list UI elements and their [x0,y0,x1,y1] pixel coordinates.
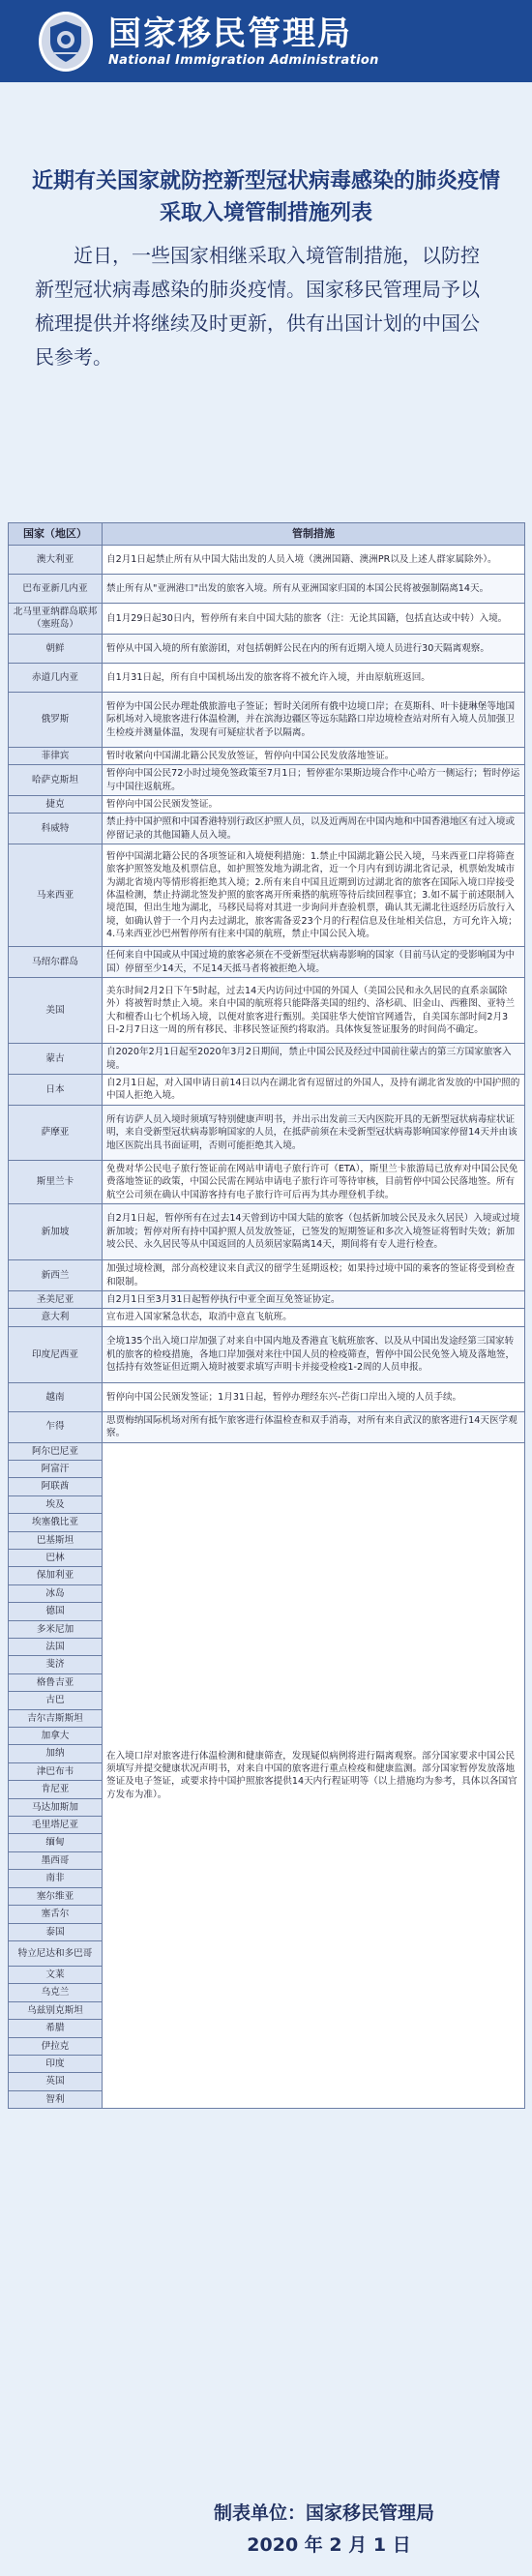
table-row [9,663,525,692]
table-row [9,978,525,1044]
document-title-line1: 近期有关国家就防控新型冠状病毒感染的肺炎疫情 [31,169,500,193]
country-cell: 日本 [9,1075,103,1106]
measure-cell: 加强过境检测，部分高校建议来自武汉的留学生延期返校；如果持过境中国的乘客的签证将受到检查和限制。 [103,1260,525,1291]
country-cell: 新西兰 [9,1260,103,1291]
country-cell: 希腊 [9,2020,103,2037]
measure-cell: 自2月1日起，暂停所有在过去14天曾到访中国大陆的旅客（包括新加坡公民及永久居民）入境或过境新加坡；暂停对所有持中国护照人员发放签证，已签发的短期签证和多次入境签证将暂时失效；新加坡公民、永久居民等从中国返回的人员须居家隔离14天，期间将有专人进行检查。 [103,1204,525,1260]
country-cell: 法国 [9,1639,103,1656]
country-cell: 巴林 [9,1549,103,1566]
country-cell: 马来西亚 [9,844,103,947]
measure-cell: 所有访萨人员入境时须填写特别健康声明书，并出示出发前三天内医院开具的无新型冠状病毒症状证明，来自受新型冠状病毒影响国家的人员，在抵萨前须在未受新型冠状病毒影响国家停留14天并由该地区医院出具书面证明，否则可能拒绝其入境。 [103,1105,525,1160]
org-name-cn: 国家移民管理局 [108,14,352,53]
header-measures: 管制措施 [103,523,525,546]
country-cell: 菲律宾 [9,747,103,764]
table-row [9,947,525,978]
country-cell: 加拿大 [9,1728,103,1745]
table-row [9,1105,525,1160]
country-cell: 智利 [9,2090,103,2108]
country-cell: 塞舌尔 [9,1906,103,1923]
measure-cell: 禁止所有从"亚洲港口"出发的旅客入境。所有从亚洲国家归国的本国公民将被强制隔离14天。 [103,575,525,604]
country-cell: 古巴 [9,1692,103,1709]
measure-cell: 暂停为中国公民办理赴俄旅游电子签证；暂时关闭所有俄中边境口岸；在莫斯科、叶卡捷琳堡等地国际机场对入境旅客进行体温检测，并在滨海边疆区等远东陆路口岸边境检查站对所有入境人员加强卫生检疫并测量体温，发现有可疑症状者予以隔离。 [103,692,525,747]
table-row [9,1044,525,1075]
country-cell: 肯尼亚 [9,1781,103,1798]
country-cell: 新加坡 [9,1204,103,1260]
country-cell: 马达加斯加 [9,1798,103,1816]
country-cell: 斐济 [9,1656,103,1673]
table-row [9,1411,525,1442]
country-cell: 埃及 [9,1495,103,1513]
measure-cell: 自2月1日至3月31日起暂停执行中亚全面互免签证协定。 [103,1290,525,1308]
country-cell: 越南 [9,1382,103,1411]
country-cell: 塞尔维亚 [9,1887,103,1905]
country-cell: 斯里兰卡 [9,1160,103,1203]
country-cell: 特立尼达和多巴哥 [9,1940,103,1966]
table-row [9,1290,525,1308]
country-cell: 阿联酋 [9,1478,103,1495]
measure-cell: 暂时收紧向中国湖北籍公民发放签证，暂停向中国公民发放落地签证。 [103,747,525,764]
measure-cell: 暂停向中国公民颁发签证；1月31日起，暂停办理经东兴-芒街口岸出入境的人员手续。 [103,1382,525,1411]
country-cell: 意大利 [9,1309,103,1326]
country-cell: 加纳 [9,1745,103,1762]
table-row [9,692,525,747]
country-cell: 乍得 [9,1411,103,1442]
country-cell: 巴基斯坦 [9,1531,103,1549]
country-cell: 多米尼加 [9,1620,103,1638]
country-cell: 哈萨克斯坦 [9,765,103,796]
measure-cell: 宣布进入国家紧急状态，取消中意直飞航班。 [103,1309,525,1326]
table-row [9,796,525,814]
measures-table-wrapper [8,522,524,2109]
table-row [9,546,525,575]
org-name-en: National Immigration Administration [108,52,379,68]
table-row [9,604,525,635]
country-cell: 阿尔巴尼亚 [9,1442,103,1460]
table-row [9,814,525,844]
country-cell: 捷克 [9,796,103,814]
measure-cell: 暂停向中国公民72小时过境免签政策至7月1日；暂停霍尔果斯边境合作中心哈方一侧运行；暂时停运与中国往返航班。 [103,765,525,796]
country-cell: 乌兹别克斯坦 [9,2001,103,2019]
table-row [9,1160,525,1203]
measure-cell: 自1月31日起，所有自中国机场出发的旅客将不被允许入境，并由原航班返回。 [103,663,525,692]
country-cell: 缅甸 [9,1834,103,1851]
measure-cell: 禁止持中国护照和中国香港特别行政区护照人员，以及近两周在中国内地和中国香港地区有过入境或停留记录的其他国籍人员入境。 [103,814,525,844]
country-cell: 科威特 [9,814,103,844]
footer-date: 2020 年 2 月 1 日 [247,2534,411,2556]
header-country: 国家（地区） [9,523,103,546]
country-cell: 赤道几内亚 [9,663,103,692]
table-row [9,1075,525,1106]
country-cell: 萨摩亚 [9,1105,103,1160]
country-cell: 南非 [9,1870,103,1887]
measure-cell: 自1月29日起30日内，暂停所有来自中国大陆的旅客（注：无论其国籍，包括直达或中转）入境。 [103,604,525,635]
country-cell: 英国 [9,2073,103,2090]
table-row [9,765,525,796]
table-row [9,1309,525,1326]
measure-cell: 暂停中国湖北籍公民的各项签证和入境便利措施：1.禁止中国湖北籍公民入境，马来西亚口岸将筛查旅客护照签发地及机票信息，如护照签发地为湖北省，近一个月内有到访湖北省记录，机票始发城市为湖北省境内等情形将拒绝其入境；2.所有来自中国且近期到访过湖北省的旅客在国际入境口岸接受体温检测，禁止持湖北签发护照的旅客离开所乘搭的航班等待后续回程事宜；3.如不属于前述限制入境范围，但出生地为湖北，马移民局将对其进一步询问并查验机票，确认其无湖北往返经历后放行入境，如确认曾于一个月内去过湖北，旅客需备妥23个月的行程信息及住址相关信息，方可允许入境；4.马来西亚沙巴州暂停所有往来中国的航班，禁止中国公民入境。 [103,844,525,947]
table-body [9,546,525,2109]
table-row [9,1260,525,1291]
country-cell: 德国 [9,1603,103,1620]
immigration-emblem-icon [39,12,93,72]
measure-cell: 全境135个出入境口岸加强了对来自中国内地及香港直飞航班旅客、以及从中国出发途经第三国家转机的旅客的检疫措施，各地口岸加强对来往中国人员的检疫筛查，暂停中国公民免签入境及落地签，包括持有效签证但近期入境时被要求填写声明卡并接受检疫1-2周的人员申报。 [103,1326,525,1382]
country-cell: 吉尔吉斯斯坦 [9,1709,103,1727]
table-row [9,634,525,663]
country-cell: 朝鲜 [9,634,103,663]
table-header-row [9,523,525,546]
country-cell: 冰岛 [9,1584,103,1602]
country-cell: 圣美尼亚 [9,1290,103,1308]
document-title-line2: 采取入境管制措施列表 [159,201,372,225]
table-row [9,844,525,947]
intro-paragraph: 近日，一些国家相继采取入境管制措施，以防控新型冠状病毒感染的肺炎疫情。国家移民管理局予以梳理提供并将继续及时更新，供有出国计划的中国公民参考。 [35,244,480,369]
footer-unit: 制表单位：国家移民管理局 [213,2502,434,2524]
brand [108,15,379,69]
country-cell: 阿富汗 [9,1460,103,1477]
measure-cell: 美东时间2月2日下午5时起，过去14天内访问过中国的外国人（美国公民和永久居民的直系亲属除外）将被暂时禁止入境。来自中国的航班将只能降落美国的纽约、洛杉矶、旧金山、西雅图、亚特兰大和檀香山七个机场入境，以便对旅客进行甄别。美国驻华大使馆官网通告，自美国东部时间2月3日-2月7日这一周的所有移民、非移民签证预约将取消。具体恢复签证服务的时间尚不确定。 [103,978,525,1044]
merged-measure-cell: 在入境口岸对旅客进行体温检测和健康筛查，发现疑似病例将进行隔离观察。部分国家要求中国公民须填写并提交健康状况声明书，对来自中国的旅客进行重点检疫和健康监测。部分国家暂停发放落地签证及电子签证，或要求持中国护照旅客提供14天内行程证明等（以上措施均为参考，具体以各国官方发布为准）。 [103,1442,525,2109]
country-cell: 泰国 [9,1923,103,1940]
measure-cell: 自2020年2月1日起至2020年3月2日期间，禁止中国公民及经过中国前往蒙古的第三方国家旅客入境。 [103,1044,525,1075]
table-row [9,1382,525,1411]
measure-cell: 免费对华公民电子旅行签证前在网站申请电子旅行许可（ETA），斯里兰卡旅游局已放弃对中国公民免费落地签证的政策，中国公民需在网站申请电子旅行许可等待审核，目前暂停中国公民落地签。所有航空公司须在确认中国游客持有电子旅行许可后再为其办理登机手续。 [103,1160,525,1203]
measures-table [8,522,525,2109]
measure-cell: 思贾梅纳国际机场对所有抵乍旅客进行体温检查和双手消毒，对所有来自武汉的旅客进行14天医学观察。 [103,1411,525,1442]
measure-cell: 自2月1日起，对入国申请日前14日以内在湖北省有逗留过的外国人，及持有湖北省发放的中国护照的中国人拒绝入境。 [103,1075,525,1106]
country-cell: 伊拉克 [9,2037,103,2055]
country-cell: 乌克兰 [9,1984,103,2001]
table-row [9,1442,525,1460]
measure-cell: 自2月1日起禁止所有从中国大陆出发的人员入境（澳洲国籍、澳洲PR以及上述人群家属除外）。 [103,546,525,575]
country-cell: 印度 [9,2055,103,2072]
country-cell: 俄罗斯 [9,692,103,747]
measure-cell: 暂停从中国入境的所有旅游团，对包括朝鲜公民在内的所有近期入境人员进行30天隔离观察。 [103,634,525,663]
table-row [9,747,525,764]
country-cell: 蒙古 [9,1044,103,1075]
header-banner [0,0,532,82]
measure-cell: 暂停向中国公民颁发签证。 [103,796,525,814]
country-cell: 巴布亚新几内亚 [9,575,103,604]
country-cell: 埃塞俄比亚 [9,1514,103,1531]
country-cell: 马绍尔群岛 [9,947,103,978]
country-cell: 保加利亚 [9,1567,103,1584]
measure-cell: 任何来自中国或从中国过境的旅客必须在不受新型冠状病毒影响的国家（目前马认定的受影响国为中国）停留至少14天，不足14天抵马者将被拒绝入境。 [103,947,525,978]
country-cell: 北马里亚纳群岛联邦（塞班岛） [9,604,103,635]
table-row [9,575,525,604]
country-cell: 墨西哥 [9,1851,103,1869]
country-cell: 毛里塔尼亚 [9,1817,103,1834]
country-cell: 印度尼西亚 [9,1326,103,1382]
country-cell: 格鲁吉亚 [9,1673,103,1691]
table-row [9,1204,525,1260]
country-cell: 澳大利亚 [9,546,103,575]
footer [0,2496,532,2560]
table-row [9,1326,525,1382]
country-cell: 文莱 [9,1966,103,1983]
country-cell: 美国 [9,978,103,1044]
country-cell: 津巴布韦 [9,1762,103,1780]
